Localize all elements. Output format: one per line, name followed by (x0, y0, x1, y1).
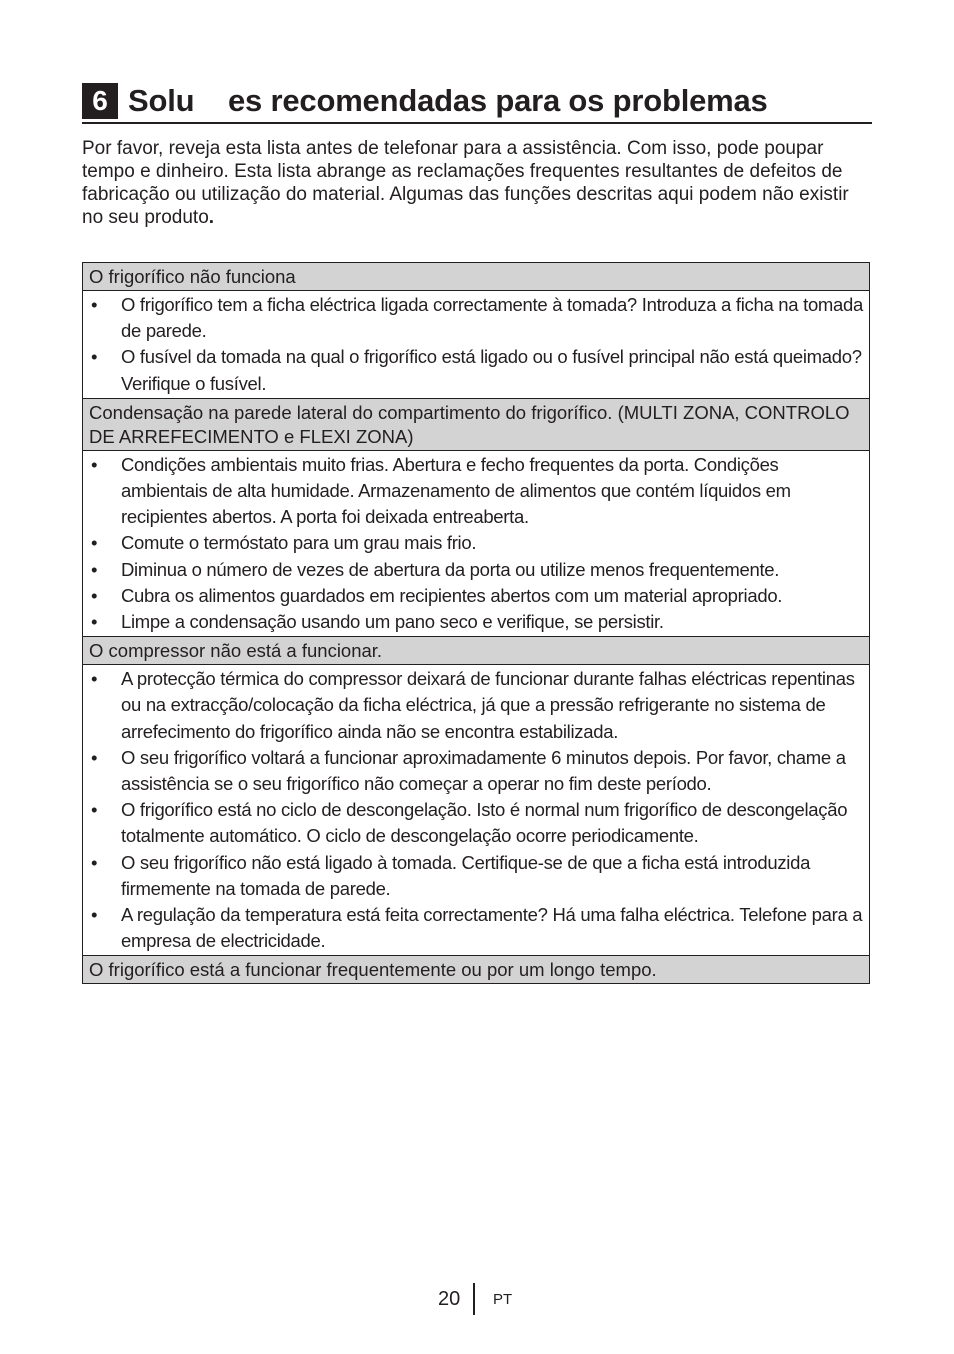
troubleshooting-table (82, 262, 870, 984)
solution-text: Cubra os alimentos guardados em recipientes abertos com um material apropriado. (121, 584, 783, 606)
problem-header-row (83, 956, 870, 984)
solution-item (83, 902, 863, 954)
solutions-cell (83, 450, 870, 636)
solution-item (83, 797, 863, 849)
solution-list (83, 292, 863, 397)
bullet-icon: • (91, 294, 98, 315)
solution-text: Comute o termóstato para um grau mais frio. (121, 532, 477, 554)
solution-item (83, 530, 863, 556)
solution-text: O fusível da tomada na qual o frigorífico está ligado ou o fusível principal não está queimado? Verifique o fusível. (121, 346, 862, 394)
page-number: 20 (438, 1288, 461, 1310)
solution-text: Condições ambientais muito frias. Abertura e fecho frequentes da porta. Condições ambientais de alta humidade. Armazenamento de alimentos que contém líquidos em recipientes abertos. A porta foi deixada entreaberta. (121, 453, 791, 528)
bullet-icon: • (91, 799, 98, 821)
solution-item (83, 745, 863, 797)
bullet-icon: • (91, 904, 98, 926)
solution-item (83, 583, 863, 609)
section-heading (82, 80, 872, 124)
solution-text: A regulação da temperatura está feita correctamente? Há uma falha eléctrica. Telefone para a empresa de electricidade. (121, 904, 863, 952)
solution-text: Diminua o número de vezes de abertura da porta ou utilize menos frequentemente. (121, 558, 780, 580)
problem-header-row (83, 263, 870, 291)
intro-text: Por favor, reveja esta lista antes de telefonar para a assistência. Com isso, pode poupar tempo e dinheiro. Esta lista abrange as reclamações frequentes resultantes de defeitos de fabricação ou utilização do material. Algumas das funções descritas aqui podem não existir no seu produto (82, 138, 849, 228)
solution-item (83, 557, 863, 583)
solution-text: Limpe a condensação usando um pano seco e verifique, se persistir. (121, 611, 664, 633)
solution-text: O frigorífico está no ciclo de descongelação. Isto é normal num frigorífico de descongelação totalmente automático. O ciclo de descongelação ocorre periodicamente. (121, 799, 848, 847)
solution-list (83, 666, 863, 954)
section-number-badge: 6 (82, 83, 118, 119)
solution-item (83, 292, 863, 344)
problem-header-row (83, 637, 870, 665)
problem-solutions-row (83, 291, 870, 399)
bullet-icon: • (91, 584, 98, 606)
solution-text: O seu frigorífico não está ligado à tomada. Certifique-se de que a ficha está introduzida firmemente na tomada de parede. (121, 851, 811, 899)
bullet-icon: • (91, 746, 98, 768)
problem-title: O frigorífico não funciona (83, 263, 870, 291)
solution-item (83, 452, 863, 531)
problem-header-row (83, 398, 870, 450)
solution-item (83, 344, 863, 396)
solution-item (83, 850, 863, 902)
bullet-icon: • (91, 453, 98, 475)
solution-item (83, 609, 863, 635)
bullet-icon: • (91, 346, 98, 368)
solution-text: A protecção térmica do compressor deixará de funcionar durante falhas eléctricas repentinas ou na extracção/colocação da ficha eléctrica, já que a pressão refrigerante no sistema de arrefecimento do frigorífico ainda não se encontra estabilizada. (121, 668, 855, 742)
problem-title: O frigorífico está a funcionar frequentemente ou por um longo tempo. (83, 956, 870, 984)
problem-title: O compressor não está a funcionar. (83, 637, 870, 665)
solution-text: O frigorífico tem a ficha eléctrica ligada correctamente à tomada? Introduza a ficha na tomada de parede. (121, 294, 864, 342)
problem-solutions-row (83, 665, 870, 956)
bullet-icon: • (91, 611, 98, 633)
section-title: Solu es recomendadas para os problemas (128, 83, 768, 118)
solution-item (83, 666, 863, 745)
bullet-icon: • (91, 532, 98, 554)
solution-list (83, 452, 863, 635)
problem-solutions-row (83, 450, 870, 636)
footer-divider (473, 1283, 475, 1315)
problem-title: Condensação na parede lateral do compartimento do frigorífico. (MULTI ZONA, CONTROLO DE ARREFECIMENTO e FLEXI ZONA) (83, 398, 870, 450)
solutions-cell (83, 291, 870, 399)
solutions-cell (83, 665, 870, 956)
solution-text: O seu frigorífico voltará a funcionar aproximadamente 6 minutos depois. Por favor, chame a assistência se o seu frigorífico não começar a operar no fim deste período. (121, 746, 846, 795)
troubleshooting-table-body (83, 263, 870, 984)
language-code: PT (493, 1291, 513, 1308)
bullet-icon: • (91, 851, 98, 873)
intro-paragraph (82, 137, 872, 229)
bullet-icon: • (91, 558, 98, 580)
intro-end-mark: . (208, 207, 215, 228)
bullet-icon: • (91, 668, 98, 690)
